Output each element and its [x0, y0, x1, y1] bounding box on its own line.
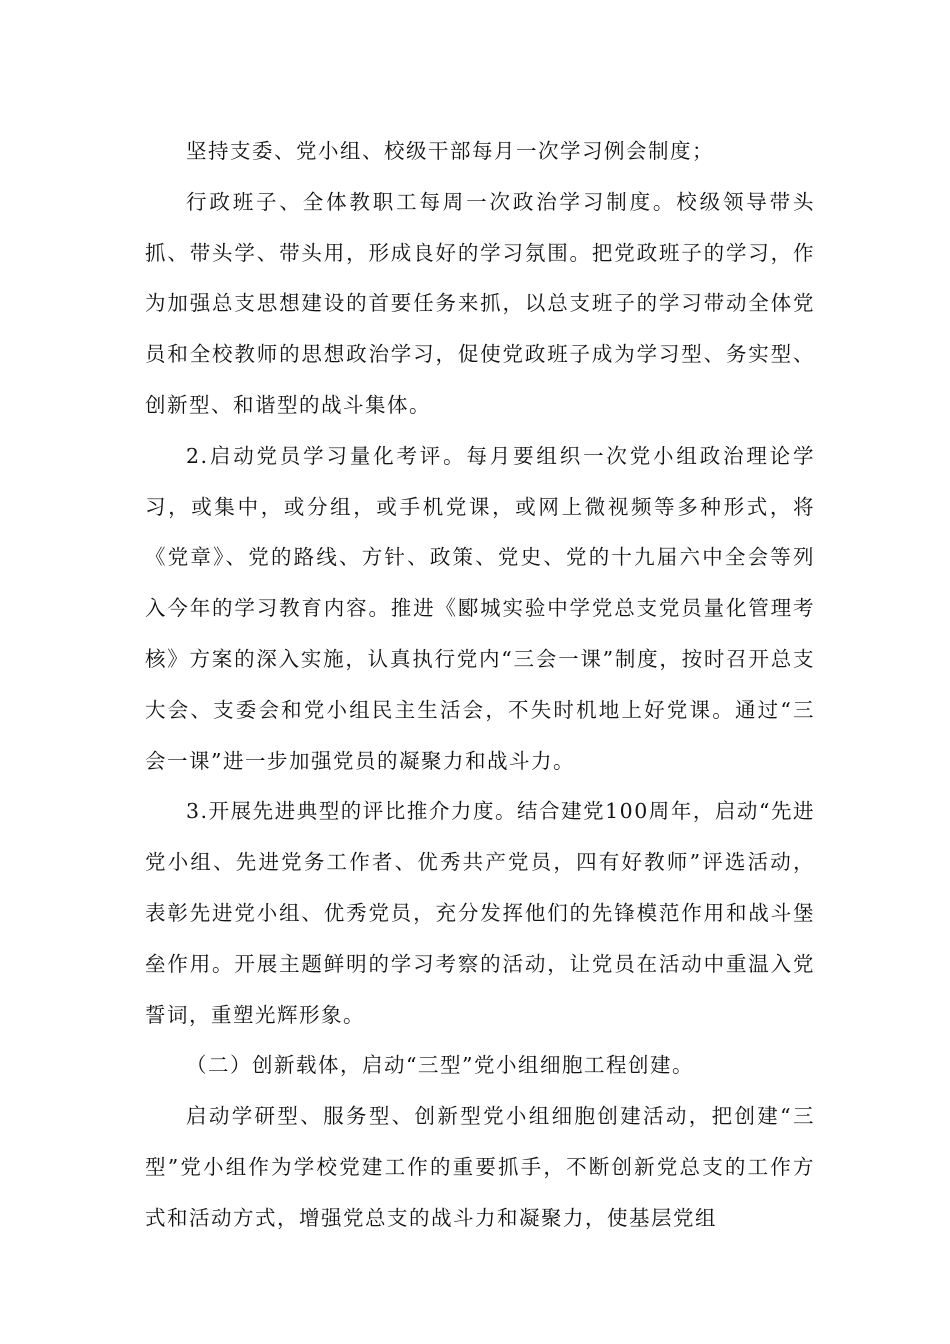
paragraph-item-3-advanced-models: 3.开展先进典型的评比推介力度。结合建党100周年，启动“先进党小组、先进党务工作者、优秀共产党员，四有好教师”评选活动，表彰先进党小组、优秀党员，充分发挥他们的先锋模范作用和战斗堡垒作用。开展主题鲜明的学习考察的活动，让党员在活动中重温入党誓词，重塑光辉形象。 — [145, 799, 815, 1027]
section-heading-innovation: （二）创新载体，启动“三型”党小组细胞工程创建。 — [186, 1053, 694, 1078]
document-body — [145, 126, 815, 1244]
paragraph-three-type-groups: 启动学研型、服务型、创新型党小组细胞创建活动，把创建“三型”党小组作为学校党建工作的重要抓手，不断创新党总支的工作方式和活动方式，增强党总支的战斗力和凝聚力，使基层党组 — [145, 1104, 815, 1230]
paragraph-item-2-member-evaluation: 2.启动党员学习量化考评。每月要组织一次党小组政治理论学习，或集中，或分组，或手机党课，或网上微视频等多种形式，将《党章》、党的路线、方针、政策、党史、党的十九届六中全会等列入今年的学习教育内容。推进《郾城实验中学党总支党员量化管理考核》方案的深入实施，认真执行党内“三会一课”制度，按时召开总支大会、支委会和党小组民主生活会，不失时机地上好党课。通过“三会一课”进一步加强党员的凝聚力和战斗力。 — [145, 443, 815, 773]
paragraph-political-study-system: 行政班子、全体教职工每周一次政治学习制度。校级领导带头抓、带头学、带头用，形成良好的学习氛围。把党政班子的学习，作为加强总支思想建设的首要任务来抓，以总支班子的学习带动全体党员和全校教师的思想政治学习，促使党政班子成为学习型、务实型、创新型、和谐型的战斗集体。 — [145, 189, 815, 417]
paragraph-study-meeting-system: 坚持支委、党小组、校级干部每月一次学习例会制度； — [186, 139, 714, 163]
